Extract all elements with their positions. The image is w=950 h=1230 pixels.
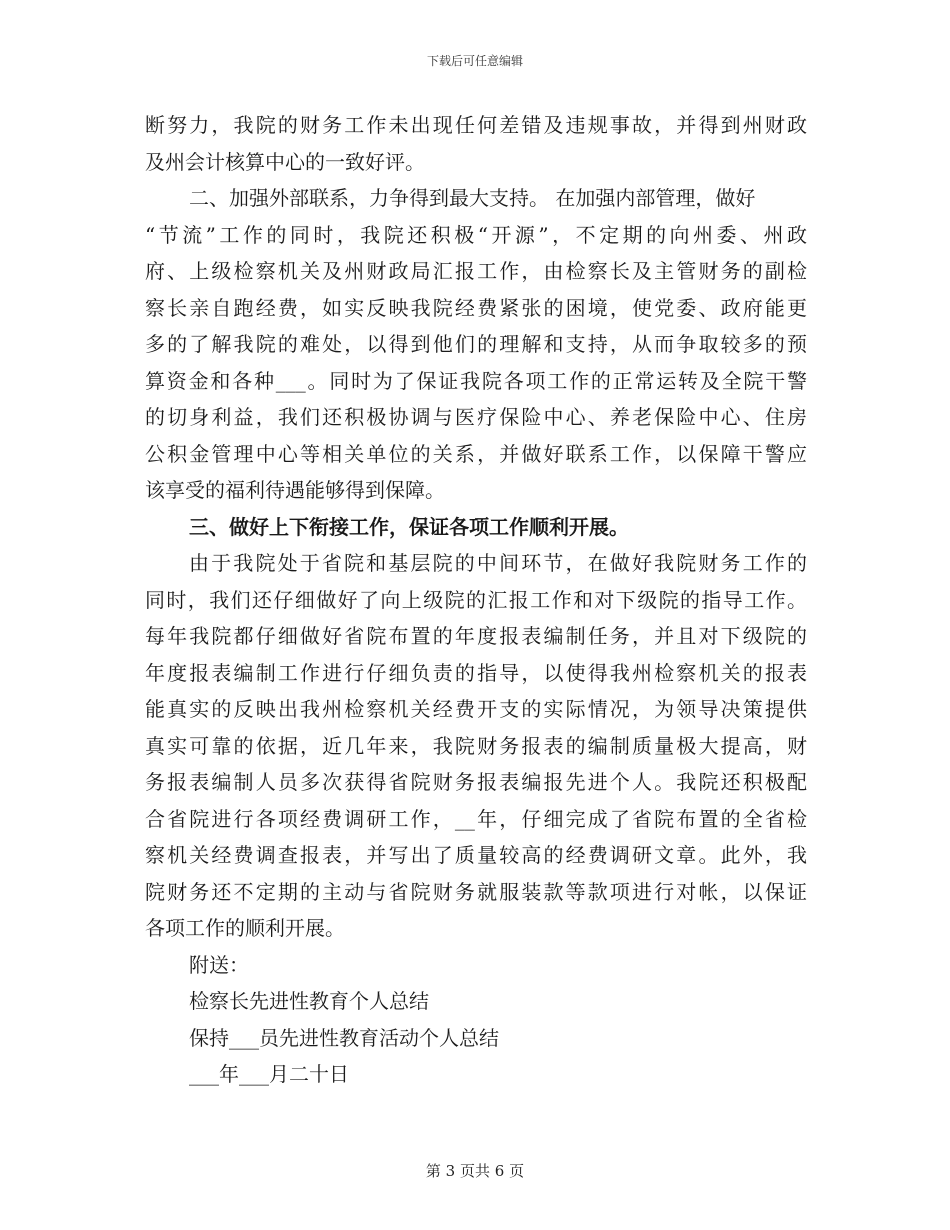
text-line: 各项工作的顺利开展。 (145, 916, 345, 940)
text-line: 同时，我们还仔细做好了向上级院的汇报工作和对下级院的指导工作。 (145, 587, 807, 612)
text-line: 年度报表编制工作进行仔细负责的指导，以使得我州检察机关的报表 (145, 660, 807, 685)
section-heading: 三、做好上下衔接工作，保证各项工作顺利开展。 (189, 514, 629, 539)
text-line: 算资金和各种___。同时为了保证我院各项工作的正常运转及全院干警 (145, 368, 807, 393)
text-line: 断努力，我院的财务工作未出现任何差错及违规事故，并得到州财政 (145, 113, 807, 137)
text-line: “节流”工作的同时，我院还积极“开源”，不定期的向州委、州政 (145, 222, 807, 247)
text-line: 真实可靠的依据，近几年来，我院财务报表的编制质量极大提高，财 (145, 733, 807, 758)
text-line: 及州会计核算中心的一致好评。 (145, 149, 425, 174)
text-line: 多的了解我院的难处，以得到他们的理解和支持，从而争取较多的预 (145, 332, 807, 356)
document-body (145, 107, 807, 1093)
attachment-label: 附送： (189, 952, 249, 977)
text-line: 每年我院都仔细做好省院布置的年度报表编制任务，并且对下级院的 (145, 624, 807, 648)
attachment-item: 检察长先进性教育个人总结 (189, 989, 429, 1013)
document-date: ___年___月二十日 (189, 1062, 349, 1086)
attachment-item: 保持___员先进性教育活动个人总结 (189, 1025, 499, 1050)
text-line: 由于我院处于省院和基层院的中间环节，在做好我院财务工作的 (189, 551, 807, 575)
page-footer: 第 3 页共 6 页 (425, 1162, 525, 1180)
text-line: 院财务还不定期的主动与省院财务就服装款等款项进行对帐，以保证 (145, 879, 807, 904)
text-line: 务报表编制人员多次获得省院财务报表编报先进个人。我院还积极配 (145, 770, 807, 794)
text-line: 合省院进行各项经费调研工作，__年，仔细完成了省院布置的全省检 (145, 806, 807, 831)
text-line: 察机关经费调查报表，并写出了质量较高的经费调研文章。此外，我 (145, 843, 807, 867)
text-line: 察长亲自跑经费，如实反映我院经费紧张的困境，使党委、政府能更 (145, 295, 807, 320)
section-heading: 二、加强外部联系，力争得到最大支持。 在加强内部管理，做好 (189, 186, 756, 210)
text-line: 能真实的反映出我州检察机关经费开支的实际情况，为领导决策提供 (145, 697, 807, 721)
text-line: 公积金管理中心等相关单位的关系，并做好联系工作，以保障干警应 (145, 441, 807, 466)
text-line: 该享受的福利待遇能够得到保障。 (145, 478, 445, 502)
text-line: 的切身利益，我们还积极协调与医疗保险中心、养老保险中心、住房 (145, 405, 807, 429)
text-line: 府、上级检察机关及州财政局汇报工作，由检察长及主管财务的副检 (145, 259, 807, 283)
page-header: 下载后可任意编辑 (426, 54, 523, 68)
